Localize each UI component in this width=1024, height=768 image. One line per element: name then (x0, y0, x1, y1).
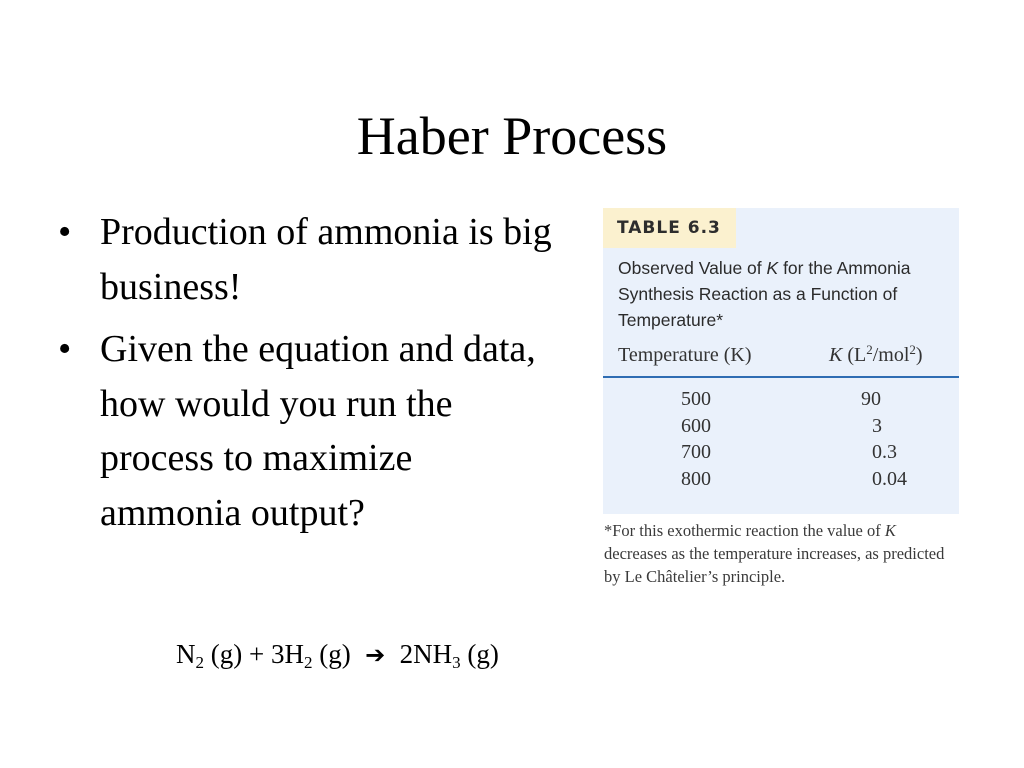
table-footnote: *For this exothermic reaction the value of K decreases as the temperature increases, as predicted by Le Châtelier’s principle. (604, 521, 945, 586)
table-row (603, 415, 959, 442)
cell-k: 0.04 (872, 467, 907, 490)
bullet-item (58, 205, 558, 314)
table-row (603, 441, 959, 468)
cell-temperature: 600 (681, 414, 711, 437)
cell-k: 90 (861, 388, 881, 410)
cell-temperature: 500 (681, 388, 711, 410)
bullet-text: Given the equation and data, how would you run the process to maximize ammonia output? (100, 328, 536, 534)
slide-title: Haber Process (356, 106, 668, 166)
table-row (603, 388, 959, 415)
table-caption-text: Observed Value of K for the Ammonia Synthesis Reaction as a Function of Temperature* (618, 258, 911, 330)
column-header-k: K $(L^2/mol^2)$ (829, 342, 923, 366)
table-row (603, 468, 959, 495)
bullet-glyph: • (58, 211, 72, 253)
column-header-temperature: Temperature (K) (618, 344, 752, 366)
chemical-equation: $N_2$ $(g) + 3H_2$ (g) ➔ $2NH_3$ (g) (176, 639, 499, 672)
table-tag: TABLE 6.3 (603, 208, 736, 248)
cell-k: 3 (872, 414, 882, 437)
bullet-text: Production of ammonia is big business! (100, 211, 552, 308)
bullet-list (58, 205, 558, 548)
cell-k: 0.3 (872, 441, 897, 463)
bullet-glyph: • (58, 328, 72, 370)
table-body (603, 388, 959, 494)
cell-temperature: 700 (681, 441, 711, 463)
table-header-rule (603, 376, 959, 378)
table-caption (618, 255, 953, 333)
bullet-item (58, 322, 558, 540)
cell-temperature: 800 (681, 467, 711, 490)
